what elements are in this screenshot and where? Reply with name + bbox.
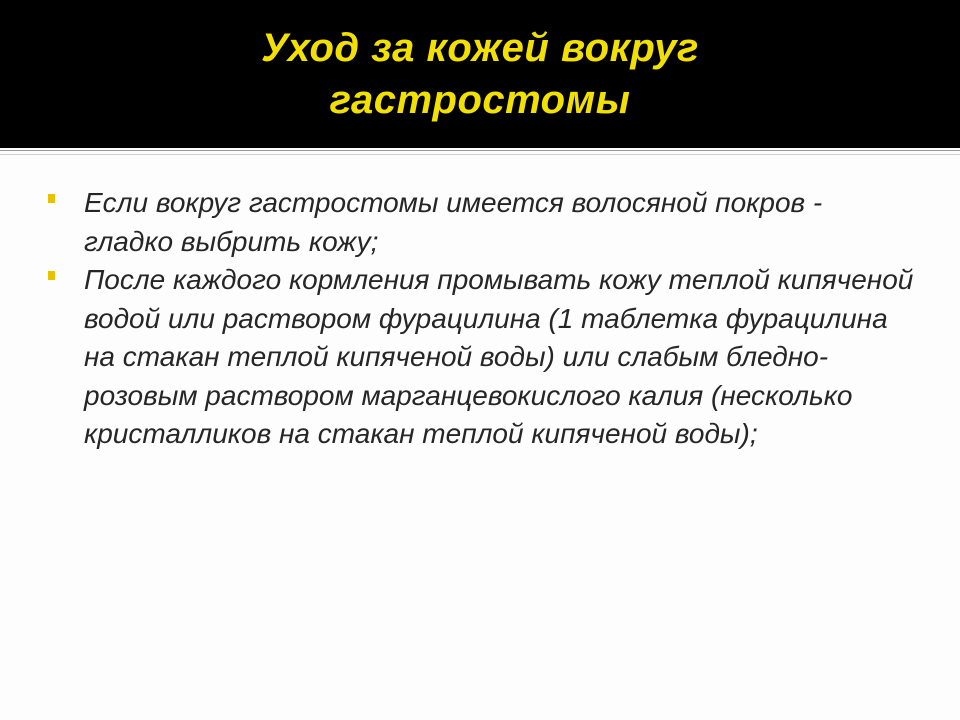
slide-content [46,184,916,454]
square-bullet-icon [48,194,55,203]
title-divider-secondary [0,154,960,155]
title-bar [0,0,960,148]
slide-title: Уход за кожей вокруг гастростомы [261,26,699,122]
bullet-item [46,184,916,261]
square-bullet-icon [48,271,55,280]
title-divider [0,150,960,151]
bullet-text: После каждого кормления промывать кожу теплой кипяченой водой или раствором фурацилина (1 таблетка фурацилина на стакан теплой кипяченой воды) или слабым бледно-розовым раствором марганцевокислого калия (несколько кристалликов на стакан теплой кипяченой воды); [84,264,914,449]
bullet-list [46,184,916,454]
bullet-item [46,261,916,454]
bullet-text: Если вокруг гастростомы имеется волосяной покров - гладко выбрить кожу; [84,187,823,257]
